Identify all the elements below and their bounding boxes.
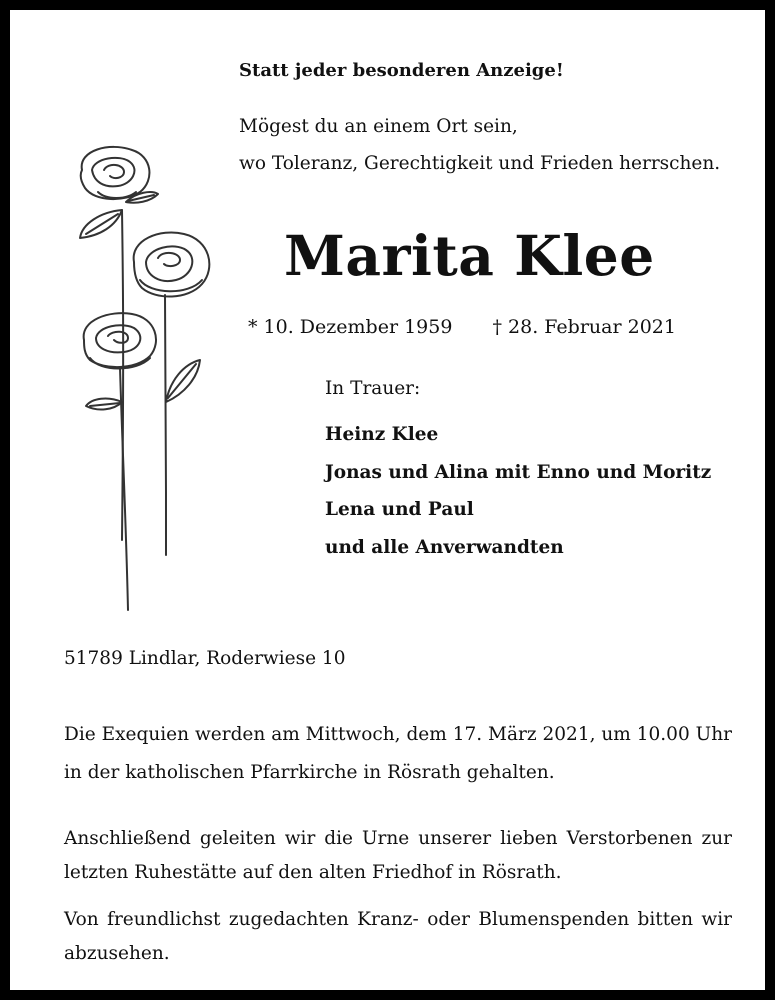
address: 51789 Lindlar, Roderwiese 10 [64, 648, 346, 669]
mourning-label: In Trauer: [325, 378, 421, 399]
roses-illustration-icon [70, 140, 230, 620]
headline: Statt jeder besonderen Anzeige! [239, 60, 564, 81]
birth-date: * 10. Dezember 1959 [248, 316, 453, 338]
funeral-info-paragraph: Die Exequien werden am Mittwoch, dem 17. März 2021, um 10.00 Uhr in der katholischen Pfarrkirche in Rösrath gehalten. [64, 724, 732, 783]
burial-info-paragraph: Anschließend geleiten wir die Urne unserer lieben Verstorbenen zur letzten Ruhestätte auf den alten Friedhof in Rösrath. [64, 828, 732, 883]
life-dates [248, 316, 676, 338]
mourner-item: Heinz Klee [325, 424, 439, 445]
quote-line-2: wo Toleranz, Gerechtigkeit und Frieden herrschen. [239, 153, 721, 174]
mourner-item: Jonas und Alina mit Enno und Moritz [325, 461, 712, 483]
mourners-list [325, 422, 711, 572]
mourner-item: Lena und Paul [325, 499, 474, 520]
deceased-name: Marita Klee [284, 223, 655, 288]
death-date: † 28. Februar 2021 [492, 316, 676, 338]
mourner-item: und alle Anverwandten [325, 536, 564, 558]
flowers-request-paragraph: Von freundlichst zugedachten Kranz- oder Blumenspenden bitten wir abzusehen. [64, 909, 732, 964]
quote-line-1: Mögest du an einem Ort sein, [239, 116, 518, 137]
